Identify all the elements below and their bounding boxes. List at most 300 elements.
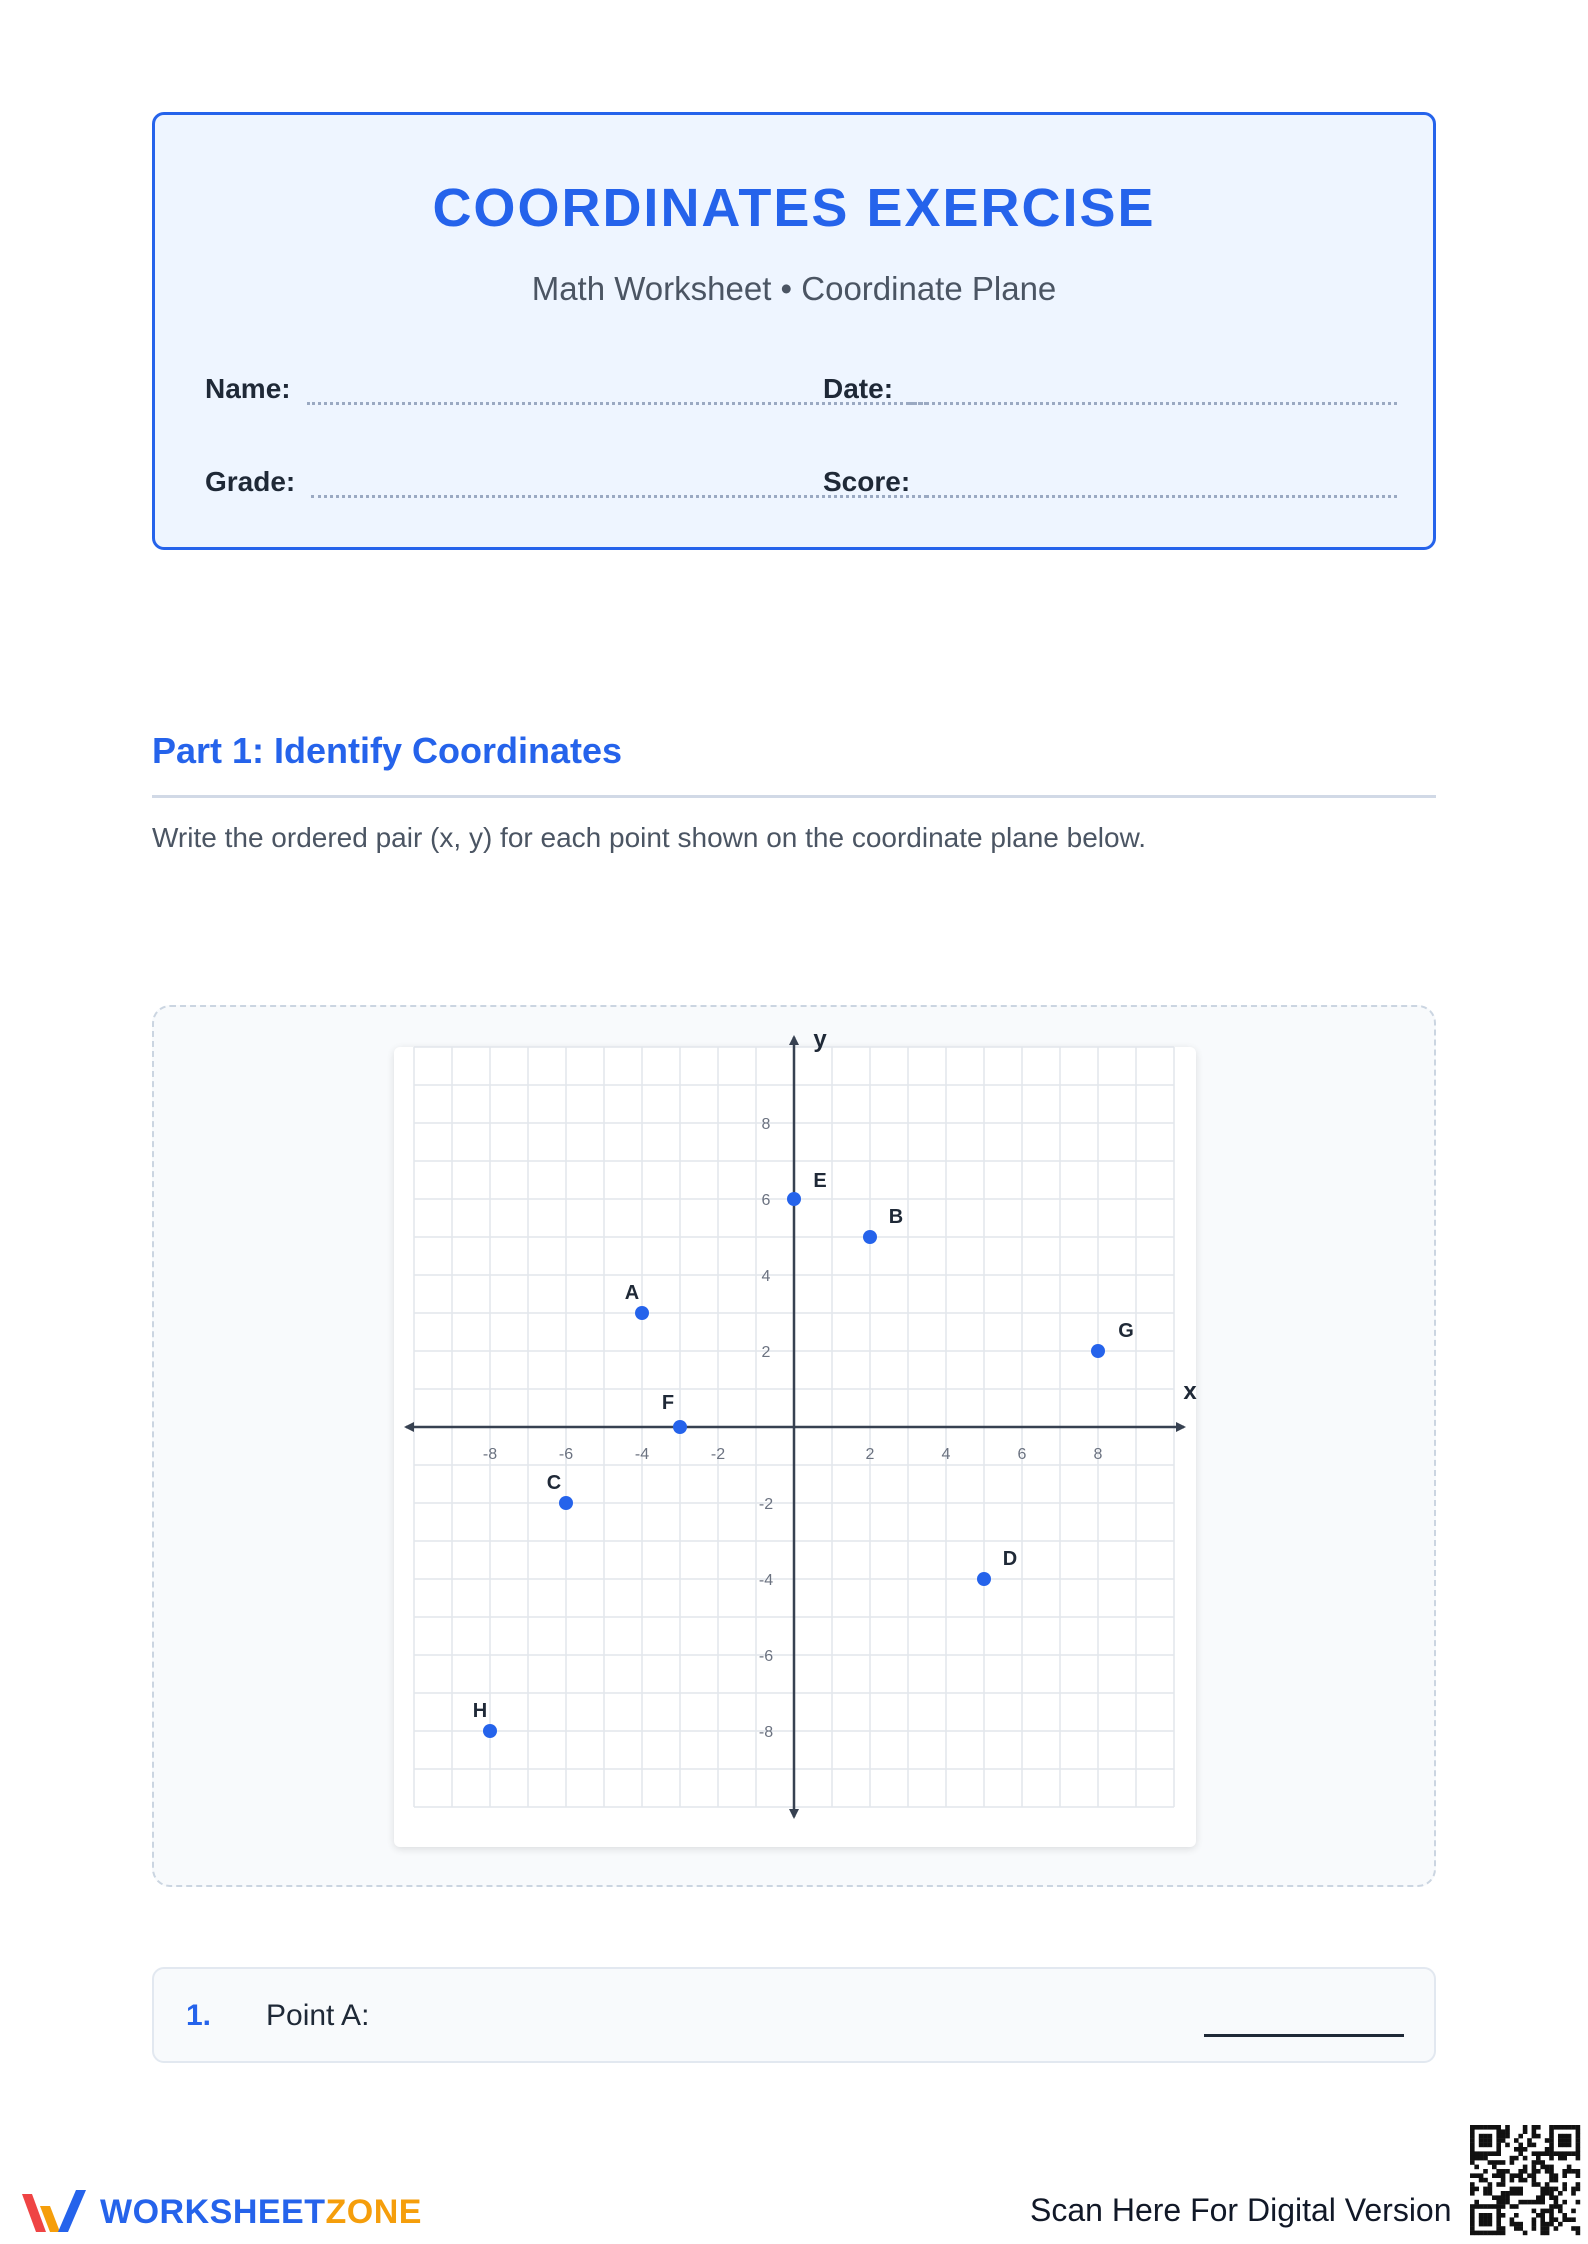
- point-label-d: D: [1002, 1548, 1018, 1570]
- qr-module: [1532, 2200, 1537, 2205]
- qr-module: [1549, 2204, 1554, 2209]
- qr-module: [1518, 2226, 1523, 2231]
- point-b: [863, 1230, 877, 1244]
- qr-module: [1510, 2222, 1515, 2227]
- worksheetzone-logo: [18, 2184, 422, 2240]
- qr-module: [1518, 2178, 1523, 2183]
- qr-module: [1536, 2156, 1541, 2161]
- question-text: Point A:: [266, 1999, 370, 2032]
- qr-module: [1496, 2129, 1501, 2134]
- qr-module: [1496, 2217, 1501, 2222]
- qr-module: [1510, 2204, 1515, 2209]
- qr-module: [1554, 2204, 1559, 2209]
- qr-module: [1470, 2204, 1475, 2209]
- qr-module: [1558, 2222, 1563, 2227]
- qr-module: [1545, 2138, 1550, 2143]
- qr-module: [1536, 2125, 1541, 2130]
- qr-module: [1514, 2138, 1519, 2143]
- qr-module: [1470, 2182, 1475, 2187]
- qr-module: [1496, 2182, 1501, 2187]
- qr-module: [1532, 2151, 1537, 2156]
- qr-module: [1483, 2143, 1488, 2148]
- point-f: [673, 1420, 687, 1434]
- qr-module: [1483, 2156, 1488, 2161]
- qr-module: [1501, 2213, 1506, 2218]
- qr-module: [1562, 2138, 1567, 2143]
- qr-module: [1496, 2138, 1501, 2143]
- qr-module: [1576, 2138, 1581, 2143]
- qr-module: [1470, 2217, 1475, 2222]
- answer-line[interactable]: [1204, 2034, 1404, 2037]
- qr-module: [1470, 2226, 1475, 2231]
- qr-module: [1549, 2169, 1554, 2174]
- worksheet-subtitle: Math Worksheet • Coordinate Plane: [531, 270, 1057, 307]
- qr-module: [1470, 2209, 1475, 2214]
- qr-module: [1479, 2151, 1484, 2156]
- qr-module: [1518, 2191, 1523, 2196]
- qr-module: [1549, 2217, 1554, 2222]
- qr-module: [1540, 2213, 1545, 2218]
- qr-module: [1545, 2209, 1550, 2214]
- qr-module: [1514, 2204, 1519, 2209]
- qr-module: [1483, 2187, 1488, 2192]
- point-d: [977, 1572, 991, 1586]
- qr-module: [1540, 2151, 1545, 2156]
- qr-module: [1505, 2143, 1510, 2148]
- qr-module: [1536, 2169, 1541, 2174]
- qr-module: [1523, 2169, 1528, 2174]
- score-line[interactable]: [926, 470, 1397, 498]
- qr-module: [1558, 2134, 1563, 2139]
- qr-module: [1483, 2231, 1488, 2236]
- x-axis-arrow-left: [404, 1422, 414, 1432]
- qr-module: [1518, 2134, 1523, 2139]
- x-tick-label: 4: [941, 1446, 951, 1463]
- qr-module: [1496, 2209, 1501, 2214]
- qr-module: [1492, 2125, 1497, 2130]
- qr-module: [1576, 2134, 1581, 2139]
- graph-area: [152, 1005, 1436, 1887]
- qr-module: [1510, 2160, 1515, 2165]
- qr-module: [1510, 2178, 1515, 2183]
- qr-module: [1532, 2129, 1537, 2134]
- qr-module: [1501, 2226, 1506, 2231]
- qr-module: [1545, 2147, 1550, 2152]
- qr-module: [1562, 2151, 1567, 2156]
- qr-module: [1571, 2209, 1576, 2214]
- scan-text: Scan Here For Digital Version: [1030, 2192, 1452, 2228]
- qr-module: [1571, 2187, 1576, 2192]
- qr-module: [1501, 2160, 1506, 2165]
- point-label-g: G: [1118, 1320, 1134, 1342]
- point-c: [559, 1496, 573, 1510]
- qr-module: [1571, 2151, 1576, 2156]
- qr-module: [1518, 2200, 1523, 2205]
- qr-module: [1518, 2147, 1523, 2152]
- qr-module: [1501, 2231, 1506, 2236]
- qr-module: [1545, 2226, 1550, 2231]
- qr-module: [1549, 2129, 1554, 2134]
- qr-module: [1532, 2173, 1537, 2178]
- qr-module: [1532, 2134, 1537, 2139]
- qr-module: [1501, 2178, 1506, 2183]
- x-tick-label: -2: [710, 1446, 726, 1463]
- point-a: [635, 1306, 649, 1320]
- date-line[interactable]: [909, 377, 1397, 405]
- qr-module: [1540, 2200, 1545, 2205]
- qr-module: [1523, 2178, 1528, 2183]
- qr-module: [1536, 2134, 1541, 2139]
- qr-module: [1492, 2204, 1497, 2209]
- qr-module: [1549, 2143, 1554, 2148]
- qr-module: [1545, 2222, 1550, 2227]
- qr-module: [1540, 2217, 1545, 2222]
- qr-module: [1562, 2125, 1567, 2130]
- qr-module: [1479, 2222, 1484, 2227]
- qr-module: [1549, 2213, 1554, 2218]
- qr-module: [1492, 2160, 1497, 2165]
- y-axis-arrow-down: [789, 1809, 799, 1819]
- qr-module: [1470, 2173, 1475, 2178]
- qr-module: [1488, 2213, 1493, 2218]
- score-label: Score:: [823, 466, 911, 497]
- question-number: 1.: [186, 1999, 212, 2032]
- qr-module: [1576, 2169, 1581, 2174]
- qr-module: [1492, 2195, 1497, 2200]
- qr-module: [1470, 2222, 1475, 2227]
- qr-module: [1576, 2226, 1581, 2231]
- qr-module: [1558, 2143, 1563, 2148]
- x-axis-arrow-right: [1176, 1422, 1186, 1432]
- qr-module: [1483, 2222, 1488, 2227]
- qr-module: [1576, 2187, 1581, 2192]
- qr-module: [1470, 2134, 1475, 2139]
- qr-module: [1514, 2191, 1519, 2196]
- qr-module: [1474, 2173, 1479, 2178]
- tick-labels: [483, 1116, 1103, 1741]
- qr-module: [1474, 2151, 1479, 2156]
- qr-module: [1483, 2178, 1488, 2183]
- qr-module: [1558, 2156, 1563, 2161]
- qr-module: [1545, 2169, 1550, 2174]
- qr-module: [1474, 2204, 1479, 2209]
- qr-module: [1567, 2138, 1572, 2143]
- qr-module: [1514, 2226, 1519, 2231]
- qr-module: [1562, 2200, 1567, 2205]
- y-tick-label: 2: [761, 1344, 771, 1361]
- qr-module: [1483, 2134, 1488, 2139]
- qr-module: [1554, 2226, 1559, 2231]
- qr-module: [1488, 2125, 1493, 2130]
- point-label-f: F: [661, 1392, 675, 1414]
- date-field[interactable]: [823, 373, 1397, 405]
- qr-module: [1558, 2204, 1563, 2209]
- qr-module: [1496, 2147, 1501, 2152]
- qr-module: [1549, 2151, 1554, 2156]
- qr-module: [1558, 2191, 1563, 2196]
- qr-module: [1496, 2213, 1501, 2218]
- qr-module: [1571, 2191, 1576, 2196]
- point-label-e: E: [813, 1170, 827, 1192]
- header-box: [152, 112, 1436, 550]
- qr-module: [1576, 2147, 1581, 2152]
- qr-module: [1523, 2231, 1528, 2236]
- qr-module: [1576, 2129, 1581, 2134]
- qr-module: [1562, 2143, 1567, 2148]
- name-field[interactable]: [205, 373, 927, 405]
- qr-module: [1479, 2134, 1484, 2139]
- coordinate-plane-card: [394, 1026, 1197, 1847]
- qr-module: [1470, 2143, 1475, 2148]
- qr-module: [1567, 2125, 1572, 2130]
- qr-module: [1540, 2209, 1545, 2214]
- qr-module: [1532, 2226, 1537, 2231]
- y-tick-label: 4: [761, 1268, 771, 1285]
- qr-module: [1479, 2125, 1484, 2130]
- qr-module: [1496, 2160, 1501, 2165]
- qr-module: [1562, 2169, 1567, 2174]
- section-divider: [152, 795, 1436, 798]
- qr-module: [1554, 2173, 1559, 2178]
- x-tick-label: -6: [558, 1446, 574, 1463]
- qr-module: [1549, 2187, 1554, 2192]
- name-label: Name:: [205, 373, 291, 404]
- qr-module: [1479, 2138, 1484, 2143]
- qr-module: [1510, 2173, 1515, 2178]
- qr-module: [1496, 2125, 1501, 2130]
- qr-module: [1474, 2187, 1479, 2192]
- qr-module: [1549, 2147, 1554, 2152]
- qr-module: [1532, 2160, 1537, 2165]
- qr-module: [1523, 2147, 1528, 2152]
- qr-module: [1567, 2143, 1572, 2148]
- qr-module: [1545, 2165, 1550, 2170]
- qr-module: [1474, 2156, 1479, 2161]
- qr-module: [1523, 2156, 1528, 2161]
- score-field[interactable]: [823, 466, 1397, 498]
- y-tick-label: -6: [758, 1648, 774, 1665]
- qr-module: [1501, 2169, 1506, 2174]
- qr-module: [1549, 2195, 1554, 2200]
- qr-module: [1518, 2222, 1523, 2227]
- y-tick-label: 6: [761, 1192, 771, 1209]
- qr-module: [1549, 2173, 1554, 2178]
- qr-module: [1479, 2156, 1484, 2161]
- qr-module: [1488, 2182, 1493, 2187]
- qr-module: [1540, 2222, 1545, 2227]
- logo-text: [100, 2193, 422, 2232]
- qr-module: [1479, 2231, 1484, 2236]
- qr-module: [1488, 2191, 1493, 2196]
- qr-module: [1501, 2173, 1506, 2178]
- qr-module: [1549, 2222, 1554, 2227]
- qr-module: [1558, 2209, 1563, 2214]
- qr-module: [1532, 2165, 1537, 2170]
- qr-module: [1545, 2151, 1550, 2156]
- qr-module: [1470, 2231, 1475, 2236]
- qr-module: [1505, 2169, 1510, 2174]
- qr-module: [1496, 2226, 1501, 2231]
- qr-module: [1496, 2204, 1501, 2209]
- point-label-c: C: [546, 1472, 562, 1494]
- qr-module: [1549, 2165, 1554, 2170]
- qr-module: [1554, 2195, 1559, 2200]
- qr-module: [1540, 2187, 1545, 2192]
- qr-module: [1479, 2143, 1484, 2148]
- qr-module: [1562, 2156, 1567, 2161]
- qr-module: [1510, 2187, 1515, 2192]
- qr-module: [1501, 2138, 1506, 2143]
- qr-module: [1523, 2165, 1528, 2170]
- qr-module: [1540, 2226, 1545, 2231]
- qr-module: [1576, 2173, 1581, 2178]
- qr-module: [1492, 2151, 1497, 2156]
- axes: [404, 1026, 1197, 1819]
- qr-module: [1501, 2200, 1506, 2205]
- qr-module: [1576, 2182, 1581, 2187]
- qr-module: [1527, 2138, 1532, 2143]
- point-g: [1091, 1344, 1105, 1358]
- qr-module: [1479, 2173, 1484, 2178]
- qr-module: [1571, 2217, 1576, 2222]
- x-tick-label: 8: [1093, 1446, 1103, 1463]
- qr-module: [1483, 2204, 1488, 2209]
- qr-module: [1545, 2191, 1550, 2196]
- y-tick-label: -8: [758, 1724, 774, 1741]
- qr-module: [1554, 2125, 1559, 2130]
- point-label-b: B: [888, 1206, 904, 1228]
- qr-module: [1474, 2200, 1479, 2205]
- grade-label: Grade:: [205, 466, 296, 497]
- qr-module: [1532, 2217, 1537, 2222]
- qr-module: [1470, 2160, 1475, 2165]
- qr-module: [1549, 2134, 1554, 2139]
- qr-module: [1571, 2125, 1576, 2130]
- qr-module: [1536, 2182, 1541, 2187]
- qr-module: [1576, 2151, 1581, 2156]
- qr-module: [1554, 2187, 1559, 2192]
- qr-module: [1496, 2222, 1501, 2227]
- qr-module: [1549, 2138, 1554, 2143]
- qr-module: [1488, 2204, 1493, 2209]
- qr-module: [1514, 2187, 1519, 2192]
- x-tick-label: 2: [865, 1446, 875, 1463]
- qr-module: [1505, 2129, 1510, 2134]
- qr-module: [1510, 2191, 1515, 2196]
- qr-module: [1496, 2151, 1501, 2156]
- y-axis-arrow-up: [789, 1035, 799, 1045]
- qr-module: [1558, 2138, 1563, 2143]
- qr-code-icon[interactable]: [1470, 2125, 1580, 2235]
- coordinate-plane: [394, 1026, 1197, 1847]
- qr-module: [1549, 2209, 1554, 2214]
- qr-module: [1492, 2173, 1497, 2178]
- x-tick-label: 6: [1017, 1446, 1027, 1463]
- qr-module: [1514, 2156, 1519, 2161]
- qr-module: [1554, 2200, 1559, 2205]
- qr-module: [1470, 2156, 1475, 2161]
- qr-module: [1532, 2209, 1537, 2214]
- qr-module: [1545, 2187, 1550, 2192]
- qr-module: [1536, 2195, 1541, 2200]
- point-label-h: H: [472, 1700, 488, 1722]
- qr-module: [1549, 2191, 1554, 2196]
- qr-module: [1501, 2134, 1506, 2139]
- qr-module: [1571, 2226, 1576, 2231]
- qr-module: [1536, 2160, 1541, 2165]
- qr-module: [1540, 2231, 1545, 2236]
- point-h: [483, 1724, 497, 1738]
- qr-module: [1496, 2134, 1501, 2139]
- qr-module: [1567, 2134, 1572, 2139]
- qr-module: [1523, 2125, 1528, 2130]
- qr-module: [1567, 2151, 1572, 2156]
- qr-module: [1558, 2151, 1563, 2156]
- qr-module: [1483, 2191, 1488, 2196]
- qr-module: [1510, 2156, 1515, 2161]
- qr-module: [1483, 2138, 1488, 2143]
- qr-module: [1527, 2143, 1532, 2148]
- qr-module: [1554, 2151, 1559, 2156]
- qr-module: [1518, 2173, 1523, 2178]
- grade-field[interactable]: [205, 466, 927, 498]
- qr-module: [1576, 2200, 1581, 2205]
- qr-module: [1532, 2222, 1537, 2227]
- qr-module: [1483, 2151, 1488, 2156]
- qr-module: [1501, 2195, 1506, 2200]
- date-label: Date:: [823, 373, 894, 404]
- qr-module: [1514, 2222, 1519, 2227]
- qr-module: [1488, 2231, 1493, 2236]
- qr-module: [1496, 2143, 1501, 2148]
- qr-module: [1474, 2125, 1479, 2130]
- qr-module: [1474, 2231, 1479, 2236]
- qr-module: [1501, 2191, 1506, 2196]
- qr-module: [1527, 2200, 1532, 2205]
- qr-module: [1540, 2195, 1545, 2200]
- qr-module: [1540, 2191, 1545, 2196]
- qr-module: [1479, 2178, 1484, 2183]
- qr-module: [1483, 2213, 1488, 2218]
- qr-module: [1470, 2129, 1475, 2134]
- qr-module: [1505, 2191, 1510, 2196]
- qr-module: [1549, 2178, 1554, 2183]
- qr-module: [1496, 2169, 1501, 2174]
- qr-module: [1488, 2187, 1493, 2192]
- question-row: [152, 1967, 1436, 2063]
- qr-module: [1479, 2217, 1484, 2222]
- qr-module: [1567, 2169, 1572, 2174]
- qr-module: [1488, 2160, 1493, 2165]
- y-axis-label: y: [813, 1026, 827, 1053]
- qr-module: [1571, 2169, 1576, 2174]
- qr-module: [1554, 2217, 1559, 2222]
- qr-module: [1536, 2200, 1541, 2205]
- point-e: [787, 1192, 801, 1206]
- qr-module: [1518, 2151, 1523, 2156]
- qr-module: [1562, 2173, 1567, 2178]
- qr-module: [1470, 2138, 1475, 2143]
- qr-module: [1470, 2125, 1475, 2130]
- qr-module: [1518, 2187, 1523, 2192]
- qr-module: [1532, 2182, 1537, 2187]
- qr-module: [1514, 2147, 1519, 2152]
- qr-module: [1474, 2165, 1479, 2170]
- section-title: Part 1: Identify Coordinates: [152, 730, 623, 771]
- qr-module: [1492, 2165, 1497, 2170]
- qr-module: [1567, 2217, 1572, 2222]
- qr-module: [1496, 2173, 1501, 2178]
